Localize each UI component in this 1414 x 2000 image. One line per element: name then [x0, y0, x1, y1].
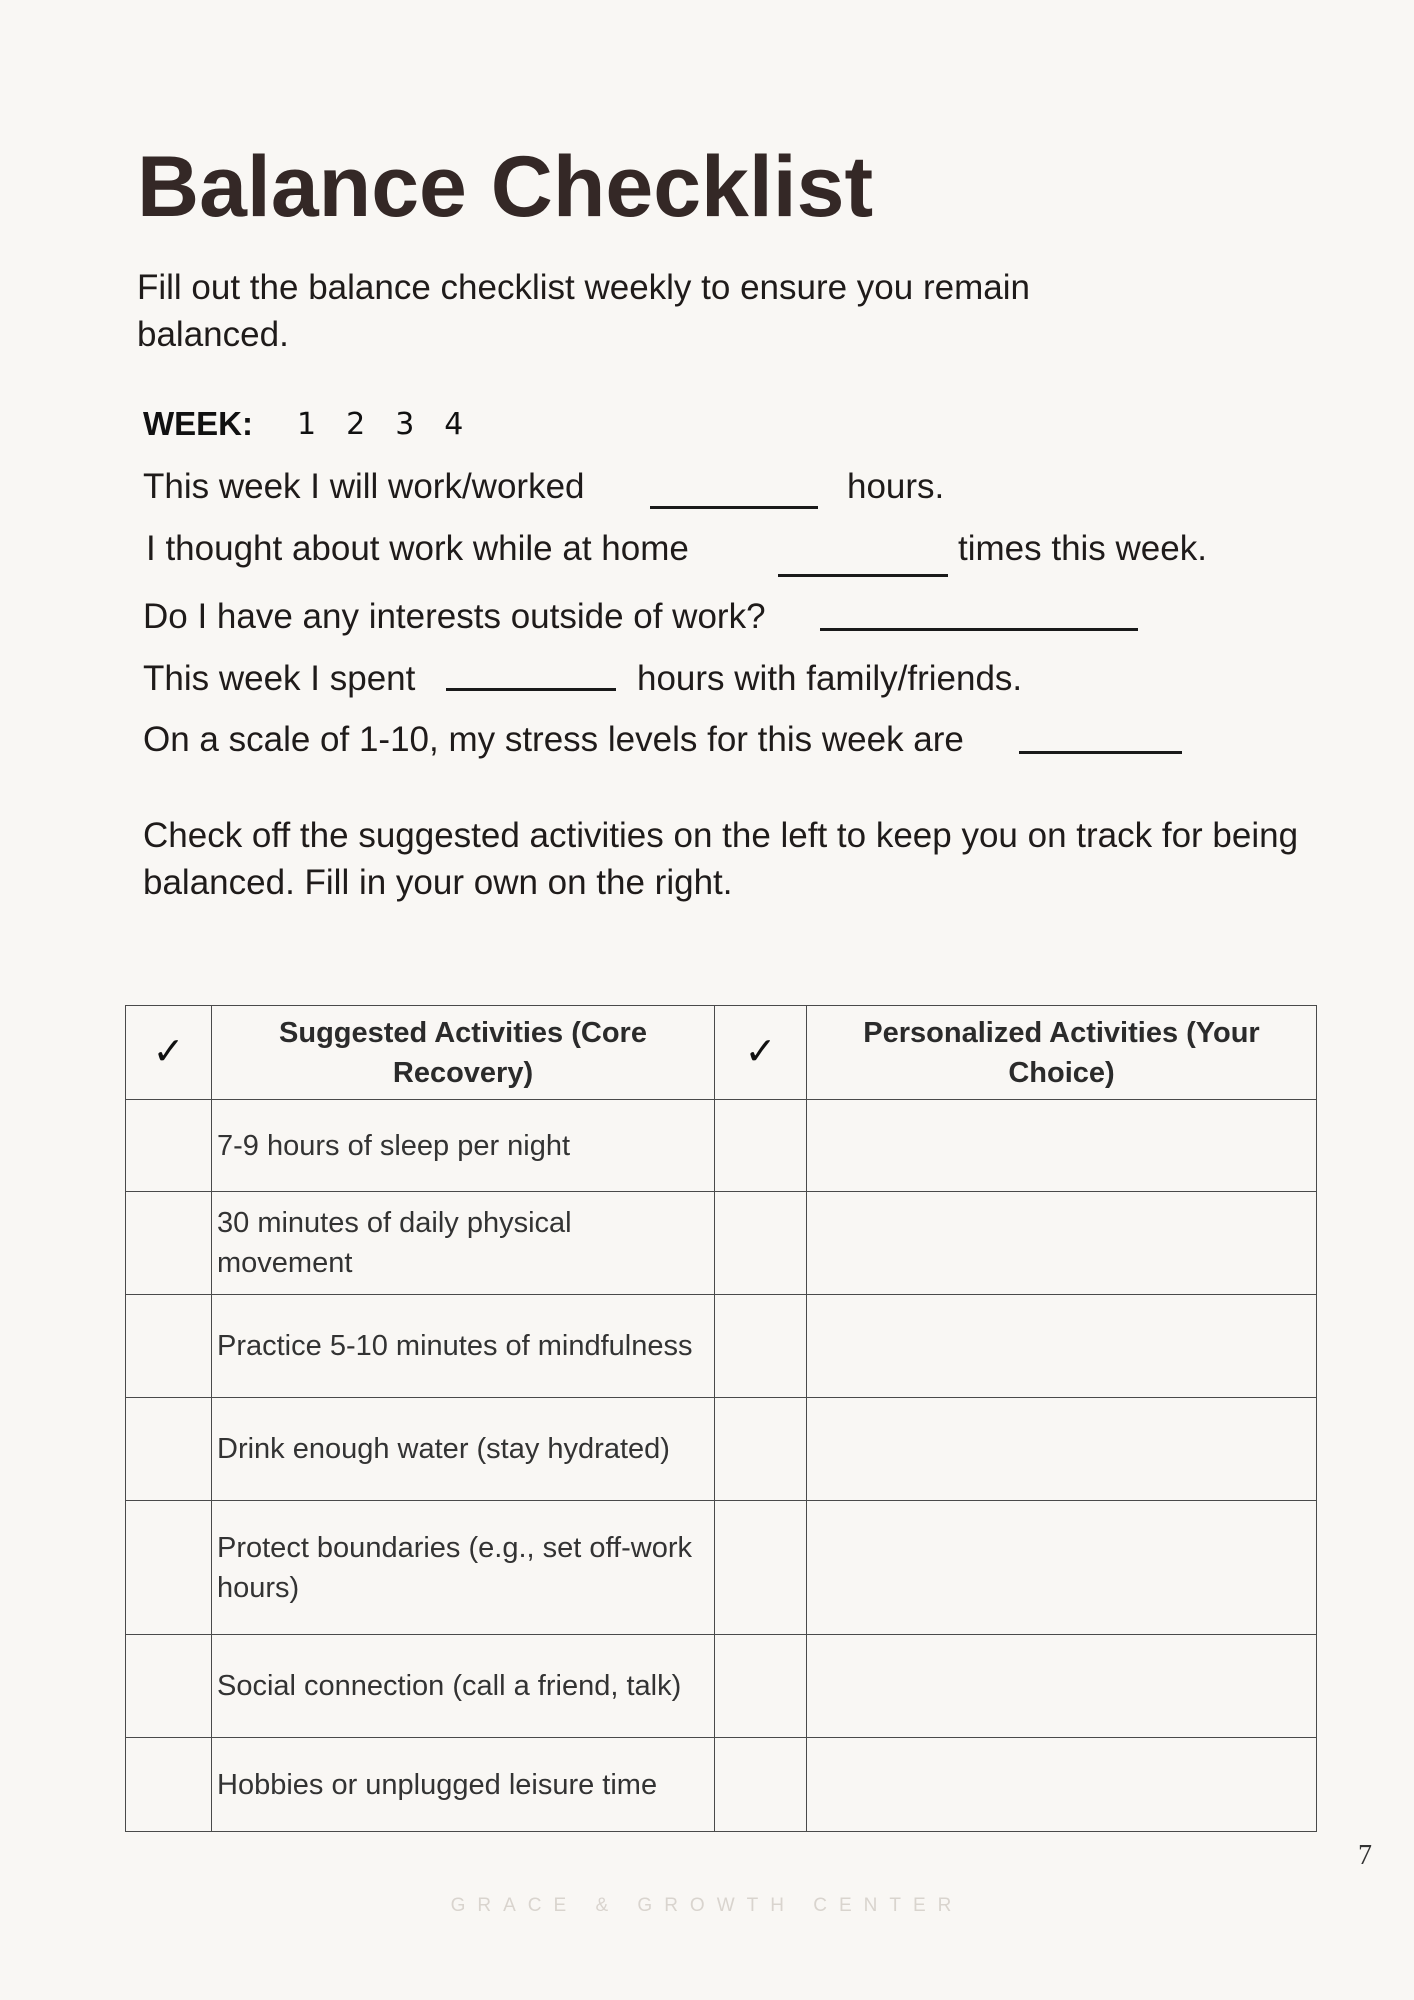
thought-suffix: times this week.: [958, 529, 1207, 568]
suggested-activity: Practice 5-10 minutes of mindfulness: [212, 1295, 715, 1398]
week-option-4[interactable]: 4: [444, 406, 464, 442]
interests-label: Do I have any interests outside of work?: [143, 597, 766, 636]
table-row: [126, 1192, 1317, 1295]
thought-blank[interactable]: [778, 574, 948, 577]
checkmark-icon: ✓: [744, 1028, 777, 1073]
personalized-activity-field[interactable]: [807, 1635, 1317, 1738]
table-row: [126, 1398, 1317, 1501]
family-blank[interactable]: [446, 688, 616, 691]
work-hours-label: This week I will work/worked: [143, 467, 585, 506]
family-suffix: hours with family/friends.: [637, 659, 1023, 698]
table-row: [126, 1635, 1317, 1738]
personalized-activity-field[interactable]: [807, 1192, 1317, 1295]
suggested-activity: Drink enough water (stay hydrated): [212, 1398, 715, 1501]
work-hours-suffix: hours.: [847, 467, 945, 506]
personalized-activities-header: Personalized Activities (Your Choice): [807, 1006, 1317, 1100]
interests-blank[interactable]: [820, 628, 1138, 631]
stress-label: On a scale of 1-10, my stress levels for this week are: [143, 720, 964, 759]
suggested-activity: Social connection (call a friend, talk): [212, 1635, 715, 1738]
suggested-checkbox[interactable]: [126, 1295, 212, 1398]
suggested-checkbox[interactable]: [126, 1100, 212, 1192]
footer-brand: GRACE & GROWTH CENTER: [450, 1895, 964, 1916]
suggested-activities-header: Suggested Activities (Core Recovery): [212, 1006, 715, 1100]
personalized-checkbox[interactable]: [715, 1295, 807, 1398]
page-title: Balance Checklist: [137, 139, 874, 235]
personalized-checkbox[interactable]: [715, 1501, 807, 1635]
week-option-2[interactable]: 2: [346, 406, 366, 442]
suggested-checkbox[interactable]: [126, 1738, 212, 1832]
table-row: [126, 1295, 1317, 1398]
personalized-activity-field[interactable]: [807, 1501, 1317, 1635]
checkmark-icon: ✓: [152, 1028, 185, 1073]
table-row: [126, 1501, 1317, 1635]
thought-label: I thought about work while at home: [146, 529, 689, 568]
week-option-3[interactable]: 3: [395, 406, 415, 442]
personalized-activity-field[interactable]: [807, 1398, 1317, 1501]
stress-blank[interactable]: [1019, 751, 1182, 754]
table-header-row: [126, 1006, 1317, 1100]
family-label: This week I spent: [143, 659, 416, 698]
personalized-activity-field[interactable]: [807, 1100, 1317, 1192]
page-number: 7: [1358, 1840, 1372, 1871]
suggested-activity: 30 minutes of daily physical movement: [212, 1192, 715, 1295]
suggested-checkbox[interactable]: [126, 1635, 212, 1738]
table-instructions: Check off the suggested activities on the left to keep you on track for being balanced. Fill in your own on the right.: [143, 816, 1299, 902]
personalized-check-header: [715, 1006, 807, 1100]
suggested-activity: Protect boundaries (e.g., set off-work hours): [212, 1501, 715, 1635]
suggested-activity: Hobbies or unplugged leisure time: [212, 1738, 715, 1832]
intro-text: Fill out the balance checklist weekly to ensure you remain balanced.: [137, 268, 1030, 354]
table-row: [126, 1738, 1317, 1832]
personalized-checkbox[interactable]: [715, 1635, 807, 1738]
suggested-checkbox[interactable]: [126, 1192, 212, 1295]
suggested-checkbox[interactable]: [126, 1398, 212, 1501]
week-selector: [143, 405, 493, 443]
table-row: [126, 1100, 1317, 1192]
suggested-activity: 7-9 hours of sleep per night: [212, 1100, 715, 1192]
personalized-checkbox[interactable]: [715, 1738, 807, 1832]
work-hours-blank[interactable]: [650, 506, 818, 509]
week-label: WEEK:: [143, 405, 253, 442]
personalized-checkbox[interactable]: [715, 1100, 807, 1192]
personalized-activity-field[interactable]: [807, 1738, 1317, 1832]
activities-table: [125, 1005, 1317, 1832]
personalized-checkbox[interactable]: [715, 1398, 807, 1501]
suggested-checkbox[interactable]: [126, 1501, 212, 1635]
personalized-checkbox[interactable]: [715, 1192, 807, 1295]
week-option-1[interactable]: 1: [297, 406, 317, 442]
personalized-activity-field[interactable]: [807, 1295, 1317, 1398]
suggested-check-header: [126, 1006, 212, 1100]
